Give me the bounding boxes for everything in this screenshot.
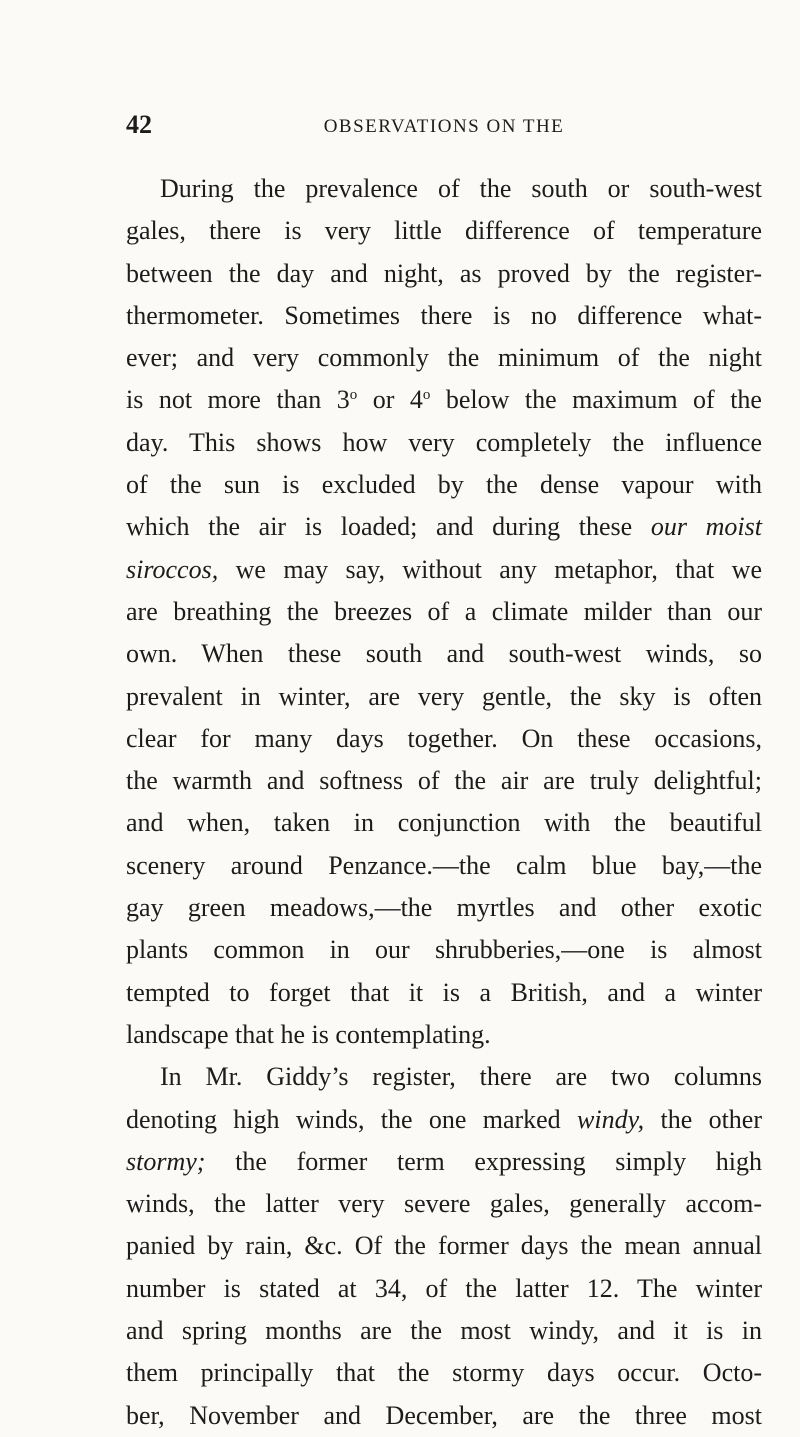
text-fragment: is not more than 3 bbox=[126, 385, 350, 415]
text-line bbox=[126, 506, 762, 548]
text-line: day. This shows how very completely the influence bbox=[126, 427, 762, 457]
page-number: 42 bbox=[126, 110, 152, 139]
text-line: plants common in our shrubberies,—one is almost bbox=[126, 935, 762, 965]
text-fragment: denoting high winds, the one marked bbox=[126, 1104, 577, 1134]
italic-phrase: stormy; bbox=[126, 1146, 206, 1176]
text-fragment: the other bbox=[644, 1104, 762, 1134]
text-line: are breathing the breezes of a climate milder than our bbox=[126, 596, 762, 626]
text-line bbox=[126, 1099, 762, 1141]
text-line: thermometer. Sometimes there is no difference what- bbox=[126, 300, 762, 330]
text-fragment: below the maximum of the bbox=[430, 385, 762, 415]
text-line: and when, taken in conjunction with the beautiful bbox=[126, 808, 762, 838]
text-line: landscape that he is contemplating. bbox=[126, 1019, 491, 1049]
text-line: ever; and very commonly the minimum of the night bbox=[126, 343, 762, 373]
text-line: gales, there is very little difference of temperature bbox=[126, 216, 762, 246]
text-fragment: or 4 bbox=[357, 385, 423, 415]
text-line: tempted to forget that it is a British, and a winter bbox=[126, 977, 762, 1007]
italic-phrase: windy, bbox=[577, 1104, 645, 1134]
text-line: During the prevalence of the south or south-west bbox=[160, 174, 762, 203]
text-line: number is stated at 34, of the latter 12. The winter bbox=[126, 1273, 762, 1303]
text-line: them principally that the stormy days occur. Octo- bbox=[126, 1358, 762, 1388]
text-fragment: we may say, without any metaphor, that we bbox=[218, 554, 762, 584]
degree-sign: o bbox=[349, 387, 358, 404]
text-line-with-degrees bbox=[126, 379, 762, 421]
text-line: and spring months are the most windy, and it is in bbox=[126, 1316, 762, 1346]
text-line: clear for many days together. On these occasions, bbox=[126, 723, 762, 753]
text-line: of the sun is excluded by the dense vapour with bbox=[126, 470, 762, 500]
text-fragment: the former term expressing simply high bbox=[205, 1146, 762, 1176]
text-line: the warmth and softness of the air are truly delightful; bbox=[126, 766, 762, 796]
italic-phrase: siroccos, bbox=[126, 554, 219, 584]
text-fragment: which the air is loaded; and during these bbox=[126, 512, 651, 542]
body-text bbox=[126, 168, 762, 1437]
text-line: prevalent in winter, are very gentle, the sky is often bbox=[126, 681, 762, 711]
text-line: between the day and night, as proved by the register- bbox=[126, 258, 762, 288]
text-line: ber, November and December, are the three most bbox=[126, 1400, 762, 1430]
text-line: panied by rain, &c. Of the former days the mean annual bbox=[126, 1231, 762, 1261]
degree-sign: o bbox=[422, 387, 431, 404]
italic-phrase: our moist bbox=[650, 512, 762, 542]
text-line bbox=[126, 549, 762, 591]
text-line: In Mr. Giddy’s register, there are two columns bbox=[160, 1062, 762, 1092]
running-title: OBSERVATIONS ON THE bbox=[323, 116, 565, 137]
running-head bbox=[126, 110, 762, 146]
text-line: scenery around Penzance.—the calm blue bay,—the bbox=[126, 850, 762, 880]
text-line bbox=[126, 1141, 762, 1183]
text-line: winds, the latter very severe gales, generally accom- bbox=[126, 1189, 762, 1219]
text-line: gay green meadows,—the myrtles and other exotic bbox=[126, 893, 762, 923]
text-line: own. When these south and south-west winds, so bbox=[126, 639, 762, 669]
